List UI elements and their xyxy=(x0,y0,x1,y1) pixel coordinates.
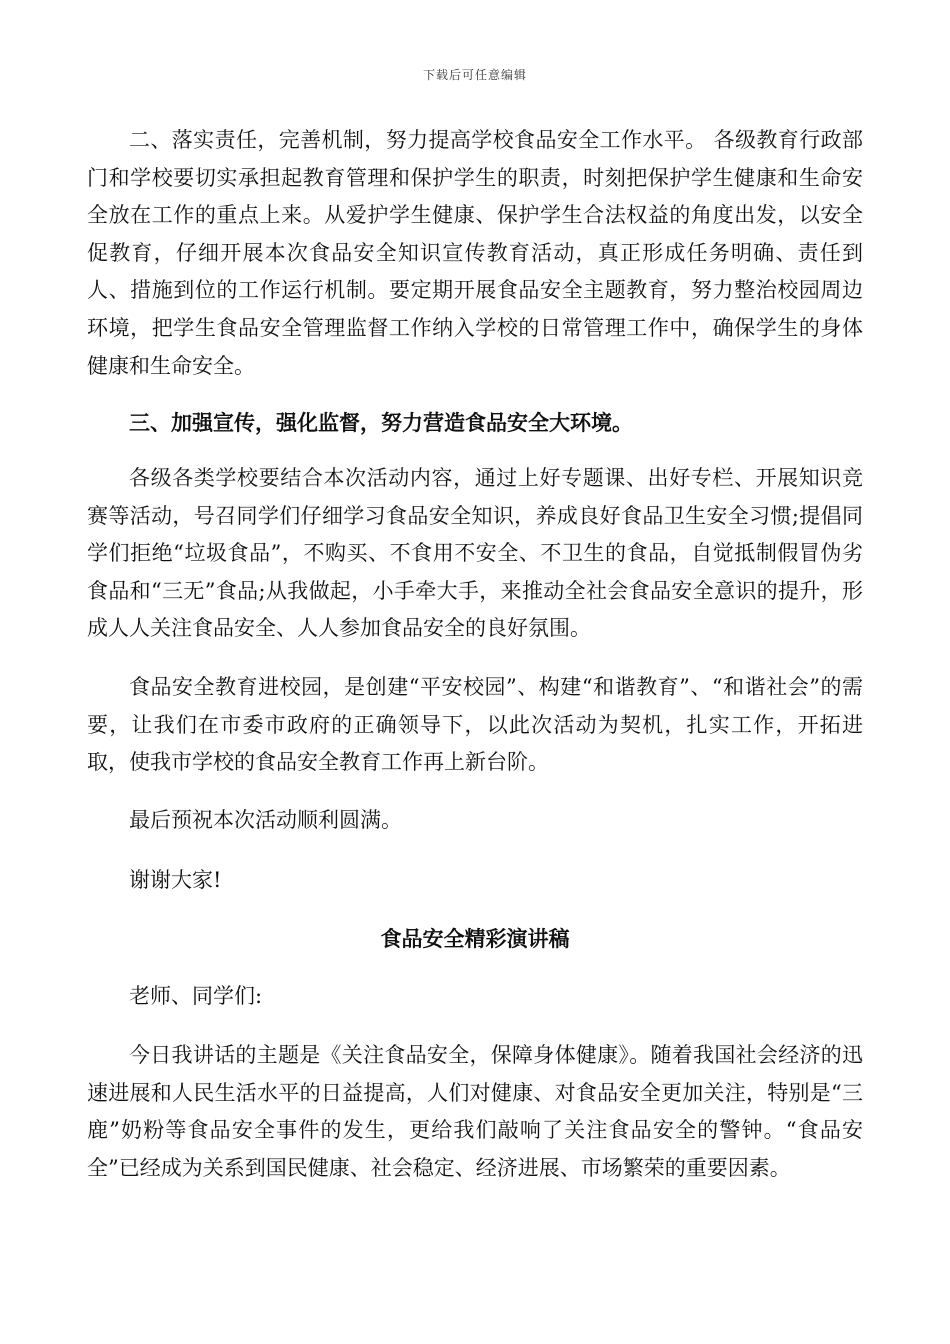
paragraph-campus-education xyxy=(87,669,863,782)
paragraph-thanks xyxy=(87,862,863,900)
section-heading-publicity xyxy=(87,404,863,442)
paragraph-text: 食品安全教育进校园，是创建“平安校园”、构建“和谐教育”、“和谐社会”的需要，让我们在市委市政府的正确领导下，以此次活动为契机，扎实工作，开拓进取，使我市学校的食品安全教育工作再上新台阶。 xyxy=(87,675,863,775)
speech-title: 食品安全精彩演讲稿 xyxy=(380,926,570,951)
paragraph-school-activities xyxy=(87,460,863,648)
paragraph-responsibility xyxy=(87,122,863,385)
paragraph-text: 今日我讲话的主题是《关注食品安全，保障身体健康》。随着我国社会经济的迅速进展和人民生活水平的日益提高，人们对健康、对食品安全更加关注，特别是“三鹿”奶粉等食品安全事件的发生，更给我们敲响了关注食品安全的警钟。“食品安全”已经成为关系到国民健康、社会稳定、经济进展、市场繁荣的重要因素。 xyxy=(87,1043,863,1180)
paragraph-text: 谢谢大家! xyxy=(129,868,222,892)
paragraph-text: 二、落实责任，完善机制，努力提高学校食品安全工作水平。 各级教育行政部门和学校要切实承担起教育管理和保护学生的职责，时刻把保护学生健康和生命安全放在工作的重点上来。从爱护学生健康、保护学生合法权益的角度出发，以安全促教育，仔细开展本次食品安全知识宣传教育活动，真正形成任务明确、责任到人、措施到位的工作运行机制。要定期开展食品安全主题教育，努力整治校园周边环境，把学生食品安全管理监督工作纳入学校的日常管理工作中，确保学生的身体健康和生命安全。 xyxy=(87,128,863,378)
paragraph-text: 各级各类学校要结合本次活动内容，通过上好专题课、出好专栏、开展知识竞赛等活动，号召同学们仔细学习食品安全知识，养成良好食品卫生安全习惯;提倡同学们拒绝“垃圾食品”，不购买、不食用不安全、不卫生的食品，自觉抵制假冒伪劣食品和“三无”食品;从我做起，小手牵大手，来推动全社会食品安全意识的提升，形成人人关注食品安全、人人参加食品安全的良好氛围。 xyxy=(87,466,863,641)
page-header-note: 下载后可任意编辑 xyxy=(422,68,527,82)
paragraph-text: 最后预祝本次活动顺利圆满。 xyxy=(129,808,402,832)
paragraph-speech-topic xyxy=(87,1037,863,1187)
paragraph-text: 老师、同学们: xyxy=(129,984,263,1008)
paragraph-greeting xyxy=(87,978,863,1016)
section-heading-text: 三、加强宣传，强化监督，努力营造食品安全大环境。 xyxy=(129,410,633,435)
paragraph-wishes xyxy=(87,802,863,840)
